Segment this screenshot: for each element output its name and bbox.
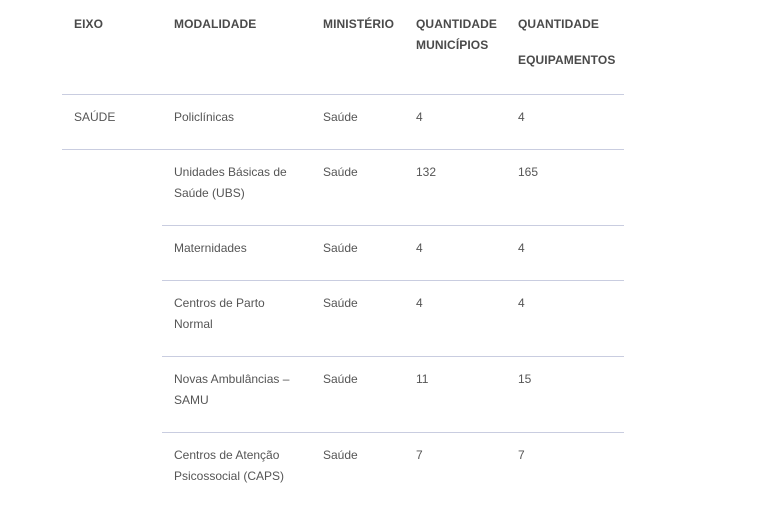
header-modalidade: MODALIDADE <box>174 17 257 31</box>
cell-ministerio: Saúde <box>323 448 358 462</box>
header-quantidade-equipamentos-line2: EQUIPAMENTOS <box>518 53 616 67</box>
cell-ministerio: Saúde <box>323 372 358 386</box>
table-row <box>62 95 624 150</box>
header-quantidade-municipios-line2: MUNICÍPIOS <box>416 38 489 52</box>
cell-modalidade: Unidades Básicas de Saúde (UBS) <box>174 165 287 200</box>
header-quantidade-equipamentos <box>518 6 618 78</box>
header-eixo: EIXO <box>74 17 104 31</box>
table-row <box>162 226 624 281</box>
cell-equipamentos: 15 <box>518 372 532 386</box>
cell-eixo: SAÚDE <box>74 110 116 124</box>
data-table <box>62 0 624 505</box>
header-quantidade-municipios <box>416 14 511 56</box>
cell-municipios: 4 <box>416 241 423 255</box>
cell-ministerio: Saúde <box>323 241 358 255</box>
header-quantidade-municipios-line1: QUANTIDADE <box>416 17 497 31</box>
cell-ministerio: Saúde <box>323 165 358 179</box>
cell-equipamentos: 4 <box>518 241 525 255</box>
cell-equipamentos: 165 <box>518 165 539 179</box>
cell-municipios: 132 <box>416 165 437 179</box>
cell-municipios: 7 <box>416 448 423 462</box>
cell-modalidade: Maternidades <box>174 241 247 255</box>
cell-equipamentos: 7 <box>518 448 525 462</box>
cell-modalidade: Policlínicas <box>174 110 235 124</box>
cell-equipamentos: 4 <box>518 296 525 310</box>
header-ministerio: MINISTÉRIO <box>323 17 395 31</box>
cell-municipios: 4 <box>416 296 423 310</box>
table-row <box>162 281 624 357</box>
table-row <box>162 433 624 505</box>
cell-ministerio: Saúde <box>323 110 358 124</box>
cell-municipios: 4 <box>416 110 423 124</box>
cell-modalidade: Centros de Parto Normal <box>174 296 265 331</box>
header-quantidade-equipamentos-line1: QUANTIDADE <box>518 17 599 31</box>
cell-ministerio: Saúde <box>323 296 358 310</box>
cell-modalidade: Centros de Atenção Psicossocial (CAPS) <box>174 448 285 483</box>
cell-equipamentos: 4 <box>518 110 525 124</box>
table-row <box>162 357 624 433</box>
cell-municipios: 11 <box>416 372 429 386</box>
table-row <box>162 150 624 226</box>
table-header <box>62 0 624 95</box>
cell-modalidade: Novas Ambulâncias – SAMU <box>174 372 290 407</box>
